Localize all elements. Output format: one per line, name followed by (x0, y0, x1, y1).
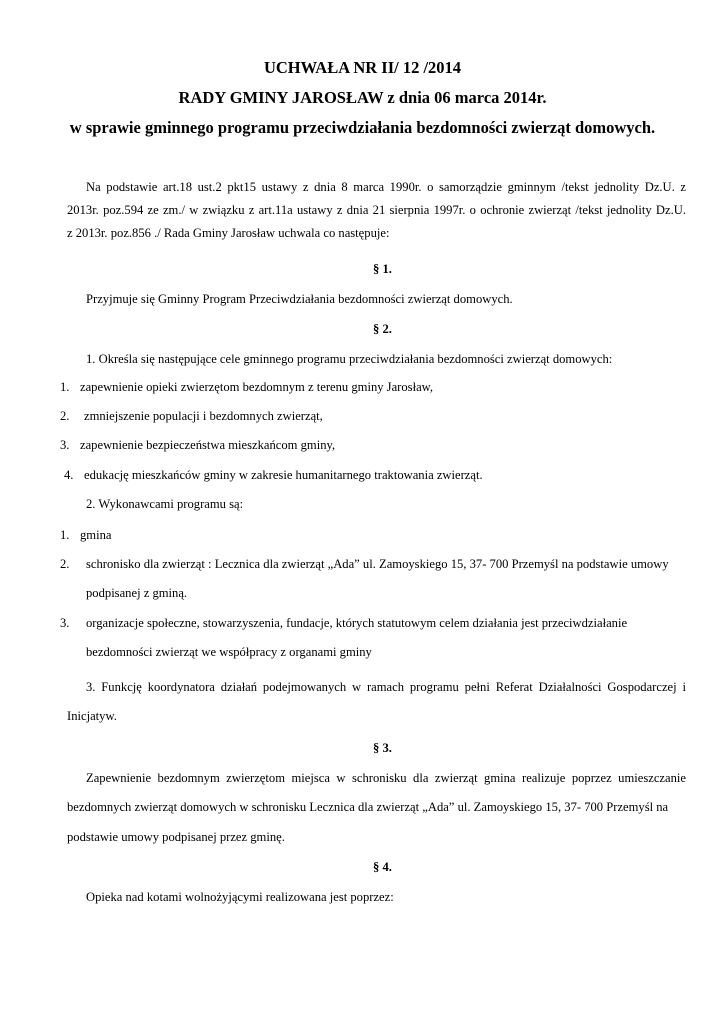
preamble-line: Na podstawie art.18 ust.2 pkt15 ustawy z dnia 8 marca 1990r. o samorządzie gminnym /tekst jednolity Dz.U. z (86, 180, 686, 194)
list-item: 2. zmniejszenie populacji i bezdomnych zwierząt, (60, 409, 323, 423)
preamble-line: z 2013r. poz.856 ./ Rada Gminy Jarosław uchwala co następuje: (67, 226, 390, 240)
resolution-subject: w sprawie gminnego programu przeciwdziałania bezdomności zwierząt domowych. (69, 118, 656, 137)
list-item: 1. zapewnienie opieki zwierzętom bezdomnym z terenu gminy Jarosław, (60, 380, 434, 394)
section-3-text: podstawie umowy podpisanej przez gminę. (67, 830, 285, 844)
list-item: 4. edukację mieszkańców gminy w zakresie humanitarnego traktowania zwierząt. (64, 468, 483, 482)
section-3-text: Zapewnienie bezdomnym zwierzętom miejsca w schronisku dla zwierząt gmina realizuje poprzez umieszczanie (86, 771, 686, 785)
section-1-heading: § 1. (373, 262, 392, 276)
goals-intro: 1. Określa się następujące cele gminnego programu przeciwdziałania bezdomności zwierząt domowych: (86, 352, 613, 366)
list-item: 2. schronisko dla zwierząt : Lecznica dla zwierząt „Ada” ul. Zamoyskiego 15, 37- 700 Przemyśl na podstawie umowy (60, 557, 669, 571)
list-item-continuation: bezdomności zwierząt we współpracy z organami gminy (86, 645, 372, 659)
resolution-number: UCHWAŁA NR II/ 12 /2014 (263, 58, 462, 77)
section-3-heading: § 3. (373, 741, 392, 755)
executors-intro: 2. Wykonawcami programu są: (86, 497, 244, 511)
coordinator-text: 3. Funkcję koordynatora działań podejmowanych w ramach programu pełni Referat Działalności Gospodarczej i (86, 680, 686, 694)
list-item: 3. zapewnienie bezpieczeństwa mieszkańcom gminy, (60, 438, 336, 452)
council-and-date: RADY GMINY JAROSŁAW z dnia 06 marca 2014r. (178, 88, 547, 107)
section-4-heading: § 4. (373, 860, 392, 874)
coordinator-text: Inicjatyw. (67, 709, 117, 723)
list-item: 1. gmina (60, 528, 112, 542)
list-item-continuation: podpisanej z gminą. (86, 586, 188, 600)
section-4-text: Opieka nad kotami wolnożyjącymi realizowana jest poprzez: (86, 890, 394, 904)
section-3-text: bezdomnych zwierząt domowych w schronisku Lecznica dla zwierząt „Ada” ul. Zamoyskiego 15, 37- 700 Przemyśl na (67, 800, 669, 814)
preamble-line: 2013r. poz.594 ze zm./ w związku z art.11a ustawy z dnia 21 sierpnia 1997r. o ochronie zwierząt /tekst jednolity Dz.U. (67, 203, 686, 217)
section-1-text: Przyjmuje się Gminny Program Przeciwdziałania bezdomności zwierząt domowych. (86, 292, 513, 306)
section-2-heading: § 2. (373, 322, 392, 336)
list-item: 3. organizacje społeczne, stowarzyszenia, fundacje, których statutowym celem działania jest przeciwdziałanie (60, 616, 628, 630)
